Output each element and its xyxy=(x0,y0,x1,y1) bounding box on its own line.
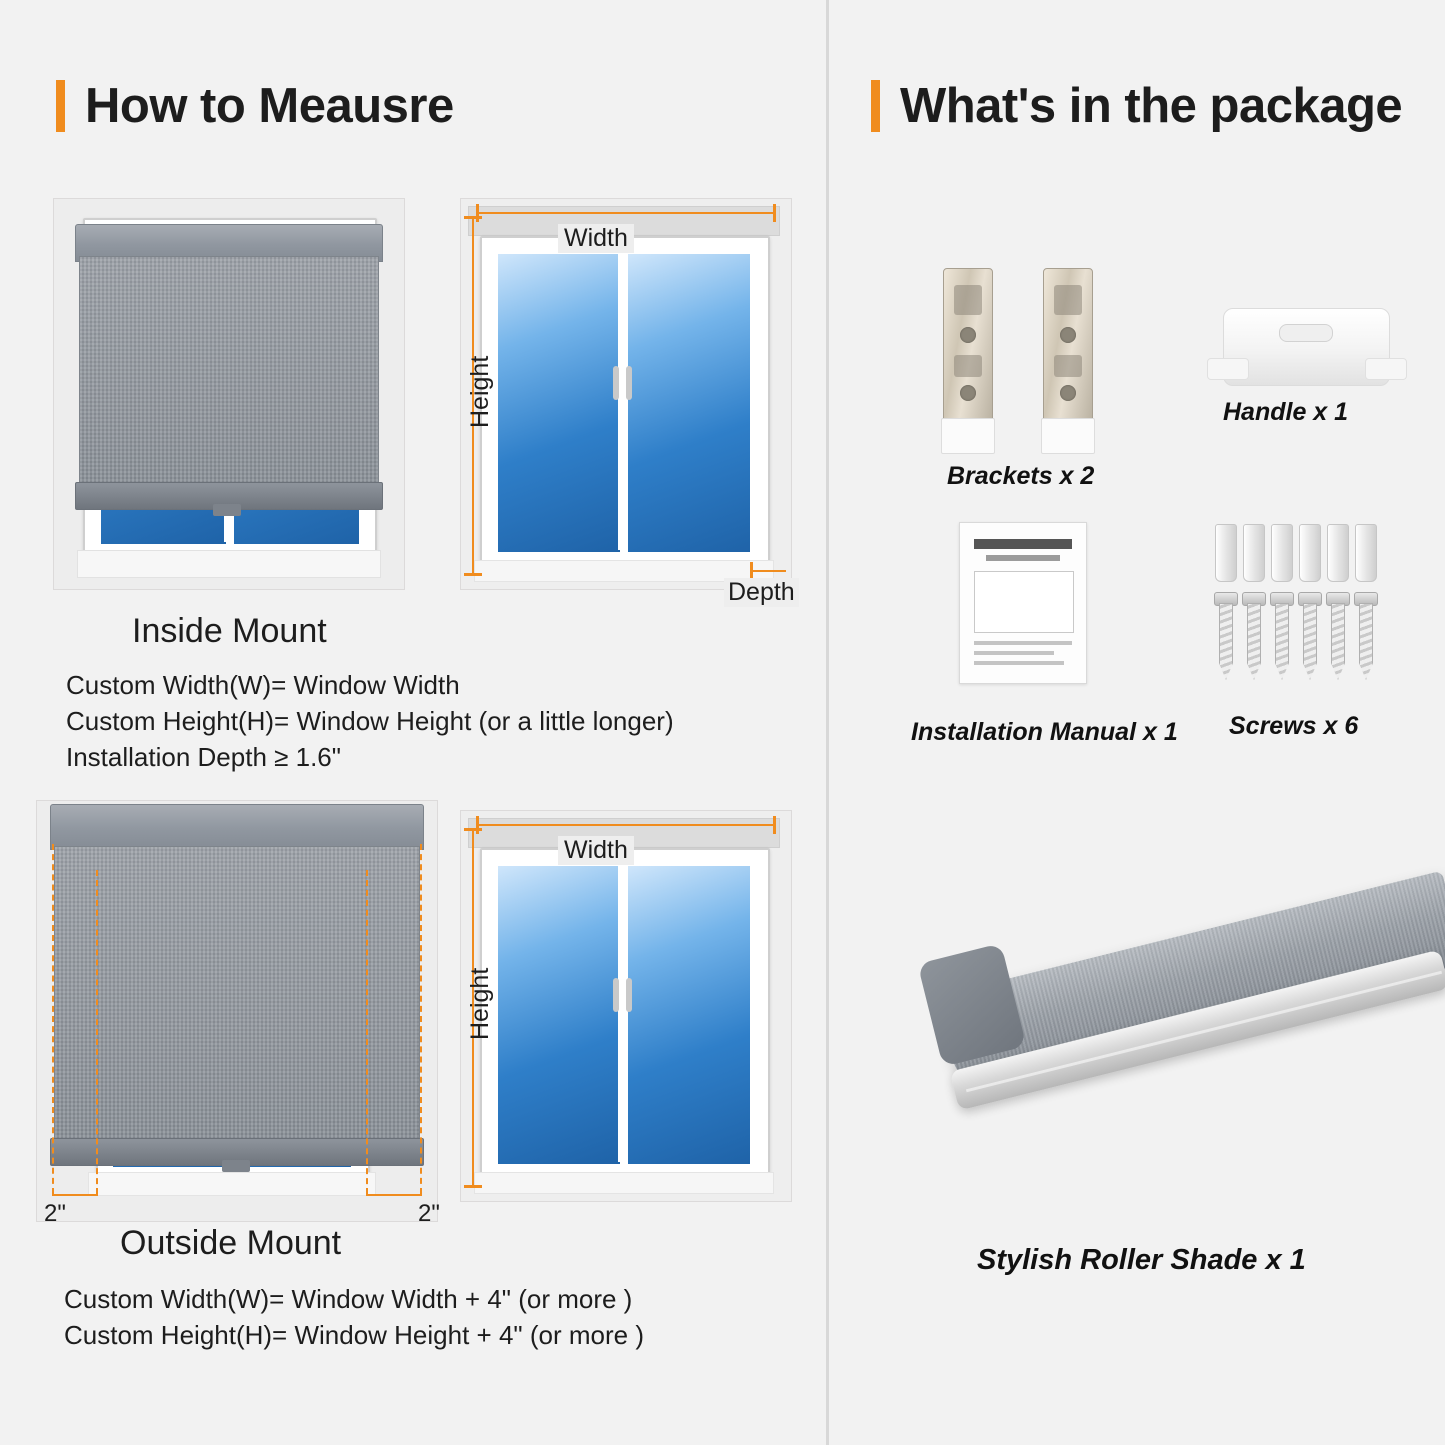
shade-headrail xyxy=(50,804,424,850)
screw xyxy=(1357,592,1373,678)
bracket-slot xyxy=(954,285,982,315)
handle-wing-left xyxy=(1207,358,1249,380)
left-overhang-guide xyxy=(52,844,54,1194)
width-tick-right xyxy=(773,204,776,222)
inside-spec-2: Custom Height(H)= Window Height (or a little longer) xyxy=(66,706,674,736)
window-handle-right xyxy=(626,978,632,1012)
bracket-slot xyxy=(954,355,982,377)
manual-text-line xyxy=(974,641,1072,645)
wall-anchor xyxy=(1355,524,1377,582)
height-tick-bottom xyxy=(464,573,482,576)
screw-shaft xyxy=(1331,603,1345,680)
screws-illustration xyxy=(1207,522,1407,692)
outside-mount-shade-illustration xyxy=(36,800,440,1227)
wall-anchor xyxy=(1215,524,1237,582)
window-glass-right xyxy=(626,864,752,1166)
window-handle-left xyxy=(613,366,619,400)
manual-title-bar xyxy=(974,539,1072,549)
right-overhang-label: 2" xyxy=(418,1200,440,1227)
right-overhang-guide xyxy=(420,844,422,1194)
wall-anchor xyxy=(1299,524,1321,582)
roller-shade-label: Stylish Roller Shade x 1 xyxy=(977,1244,1306,1276)
handle-grip-slot xyxy=(1279,324,1333,342)
outside-mount-caption: Outside Mount xyxy=(120,1224,342,1262)
window-sash-divider xyxy=(618,864,626,1162)
outside-spec-2: Custom Height(H)= Window Height + 4" (or more ) xyxy=(64,1320,644,1350)
window-sill xyxy=(474,1172,774,1194)
width-label: Width xyxy=(558,224,634,253)
screw-shaft xyxy=(1359,603,1373,680)
manual-text-line xyxy=(974,661,1064,665)
bracket-right xyxy=(1043,268,1093,430)
manual-subtitle-bar xyxy=(986,555,1060,561)
inside-spec-3: Installation Depth ≥ 1.6" xyxy=(66,742,341,772)
how-to-measure-title-text: How to Meausre xyxy=(85,79,454,133)
handle-illustration xyxy=(1207,300,1407,400)
window-glass-right xyxy=(626,252,752,554)
outside-mount-measure-illustration xyxy=(450,810,790,1210)
handle-label: Handle x 1 xyxy=(1223,398,1349,426)
screw xyxy=(1217,592,1233,678)
screw xyxy=(1273,592,1289,678)
screw-shaft xyxy=(1303,603,1317,680)
bracket-slot xyxy=(1054,355,1082,377)
package-title-text: What's in the package xyxy=(900,79,1403,133)
manual-text-line xyxy=(974,651,1054,655)
bracket-hole xyxy=(1060,385,1076,401)
roller-shade-end-cap xyxy=(917,943,1026,1067)
height-label: Height xyxy=(466,967,494,1040)
bracket-right-base xyxy=(1041,418,1095,454)
width-tick-right xyxy=(773,816,776,834)
screw xyxy=(1301,592,1317,678)
handle-wing-right xyxy=(1365,358,1407,380)
inside-spec-1: Custom Width(W)= Window Width xyxy=(66,670,460,700)
how-to-measure-title xyxy=(56,78,454,134)
width-arrow xyxy=(476,824,776,826)
title-accent-bar xyxy=(871,80,880,132)
window-sill xyxy=(88,1172,376,1196)
manual-cover xyxy=(959,522,1087,684)
bracket-left-base xyxy=(941,418,995,454)
title-accent-bar xyxy=(56,80,65,132)
right-window-edge-guide xyxy=(366,870,368,1194)
bracket-hole xyxy=(960,327,976,343)
bracket-hole xyxy=(960,385,976,401)
outside-spec-1: Custom Width(W)= Window Width + 4" (or more ) xyxy=(64,1284,633,1314)
depth-arrow xyxy=(750,570,786,572)
bracket-left xyxy=(943,268,993,430)
bracket-slot xyxy=(1054,285,1082,315)
wall-anchor xyxy=(1271,524,1293,582)
width-tick-left xyxy=(476,204,479,222)
window-handle-left xyxy=(613,978,619,1012)
height-tick-top xyxy=(464,828,482,831)
brackets-label: Brackets x 2 xyxy=(947,462,1095,490)
manual-label: Installation Manual x 1 xyxy=(911,718,1178,746)
right-overhang-arrow xyxy=(366,1194,422,1196)
window-glass-left xyxy=(496,252,622,554)
bracket-hole xyxy=(1060,327,1076,343)
window-sash-divider xyxy=(618,252,626,550)
package-title xyxy=(871,78,1402,134)
wall-anchor xyxy=(1327,524,1349,582)
left-overhang-arrow xyxy=(52,1194,98,1196)
shade-pull-tab xyxy=(213,504,241,516)
manual-illustration xyxy=(959,522,1099,702)
left-window-edge-guide xyxy=(96,870,98,1194)
roller-shade-illustration xyxy=(889,860,1445,1200)
screws-label: Screws x 6 xyxy=(1229,712,1359,740)
width-tick-left xyxy=(476,816,479,834)
inside-mount-caption: Inside Mount xyxy=(132,612,327,650)
shade-pull-tab xyxy=(222,1160,250,1172)
screw xyxy=(1245,592,1261,678)
window-sill xyxy=(77,550,381,578)
depth-label: Depth xyxy=(724,578,799,607)
height-label: Height xyxy=(466,355,494,428)
package-contents-section xyxy=(829,0,1445,1445)
width-arrow xyxy=(476,212,776,214)
height-tick-top xyxy=(464,216,482,219)
width-label: Width xyxy=(558,836,634,865)
height-tick-bottom xyxy=(464,1185,482,1188)
inside-mount-measure-illustration xyxy=(450,198,795,606)
screw-shaft xyxy=(1219,603,1233,680)
screw-shaft xyxy=(1275,603,1289,680)
window-glass-left xyxy=(496,864,622,1166)
inside-mount-shade-illustration xyxy=(53,198,403,588)
manual-figure-box xyxy=(974,571,1074,633)
left-overhang-label: 2" xyxy=(44,1200,66,1227)
wall-anchor xyxy=(1243,524,1265,582)
screw xyxy=(1329,592,1345,678)
window-handle-right xyxy=(626,366,632,400)
shade-fabric xyxy=(79,256,379,486)
brackets-illustration xyxy=(937,258,1117,458)
screw-shaft xyxy=(1247,603,1261,680)
